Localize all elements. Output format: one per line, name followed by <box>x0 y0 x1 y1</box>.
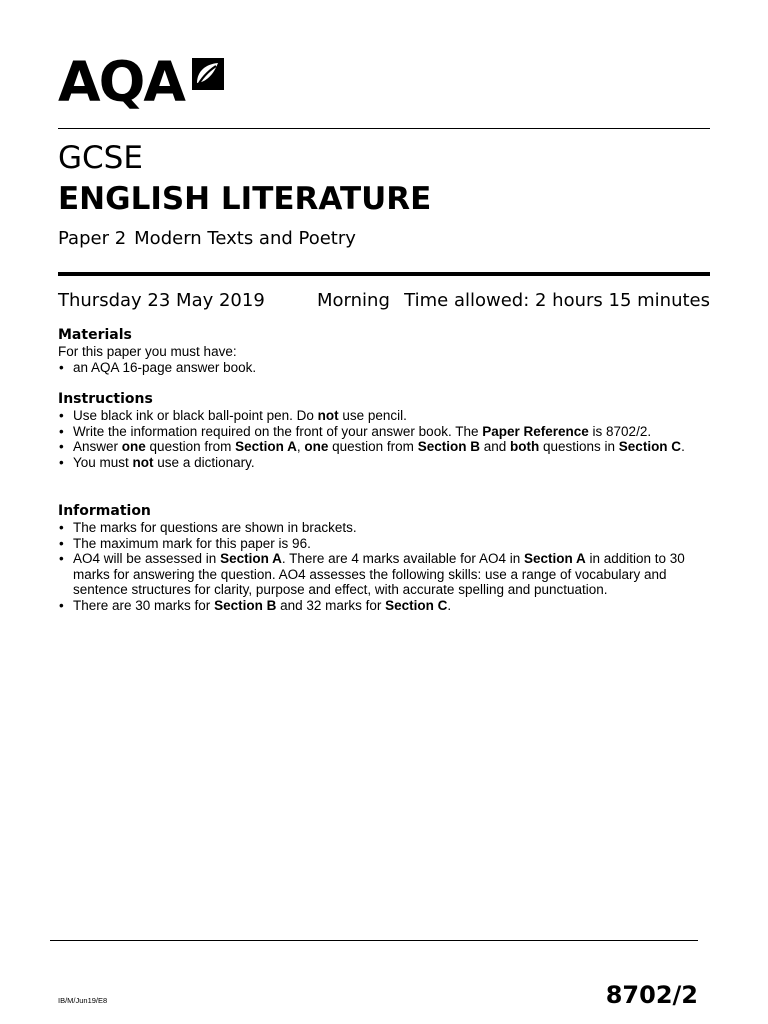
exam-date: Thursday 23 May 2019 <box>58 290 265 311</box>
subject-title: ENGLISH LITERATURE <box>58 181 432 217</box>
information-section <box>58 503 710 614</box>
information-heading: Information <box>58 503 151 519</box>
materials-intro: For this paper you must have: <box>58 344 237 359</box>
qualification: GCSE <box>58 140 143 176</box>
list-item: • The marks for questions are shown in brackets. <box>59 520 357 535</box>
materials-section <box>58 327 710 375</box>
instructions-section <box>58 391 710 470</box>
list-item: • Answer one question from Section A, one question from Section B and both questions in Section C. <box>59 439 685 455</box>
aqa-logo <box>58 50 228 114</box>
list-item: • You must not use a dictionary. <box>59 454 255 470</box>
time-allowed: Time allowed: 2 hours 15 minutes <box>404 290 710 311</box>
header-rule <box>58 272 710 276</box>
list-item: • There are 30 marks for Section B and 32 marks for Section C. <box>59 597 452 613</box>
paper-title <box>58 227 356 251</box>
instructions-heading: Instructions <box>58 391 153 407</box>
materials-heading: Materials <box>58 327 132 343</box>
paper-number: Paper 2 <box>58 228 127 249</box>
list-item: • Use black ink or black ball-point pen. Do not use pencil. <box>59 408 407 423</box>
list-item: • an AQA 16-page answer book. <box>59 359 257 375</box>
logo-text: AQA <box>58 50 184 114</box>
leaf-icon <box>184 54 228 94</box>
list-item: • AO4 will be assessed in Section A. There are 4 marks available for AO4 in Section A in addition to 30 marks for answering the question. AO4 assesses the following skills: use a range of vocabulary and sentence structures for clarity, purpose and effect, with accurate spelling and punctuation. <box>59 551 685 598</box>
footer-rule <box>50 940 698 941</box>
exam-session: Morning <box>317 290 390 311</box>
paper-reference: 8702/2 <box>605 981 698 1009</box>
list-item: • Write the information required on the front of your answer book. The Paper Reference is 8702/2. <box>59 423 652 439</box>
paper-name: Modern Texts and Poetry <box>134 228 356 249</box>
list-item: • The maximum mark for this paper is 96. <box>59 535 311 551</box>
footer-code: IB/M/Jun19/E8 <box>58 996 108 1005</box>
top-rule <box>58 128 710 129</box>
